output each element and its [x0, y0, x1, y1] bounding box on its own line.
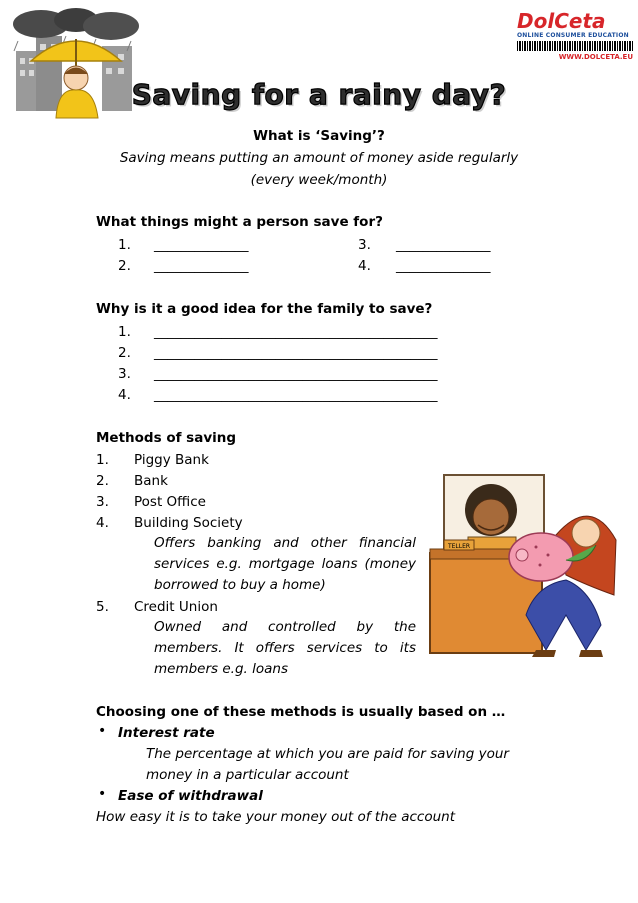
saving-definition-line2: (every week/month) — [250, 172, 388, 188]
method-num-1: 1. — [96, 452, 109, 468]
q2-num-2: 2. — [118, 345, 131, 361]
interest-rate-desc-line1: The percentage at which you are paid for saving your — [146, 746, 509, 762]
interest-rate-label: Interest rate — [118, 725, 215, 741]
q2-blank-4[interactable]: __________________________________________ — [154, 387, 438, 403]
method-label-4: Building Society — [134, 515, 243, 531]
dolceta-logo — [517, 10, 633, 66]
method-label-1: Piggy Bank — [134, 452, 209, 468]
q2-num-1: 1. — [118, 324, 131, 340]
credit-desc-line3: members e.g. loans — [154, 661, 288, 677]
bullet-icon: • — [98, 786, 107, 802]
q2-blank-1[interactable]: __________________________________________ — [154, 324, 438, 340]
method-num-2: 2. — [96, 473, 109, 489]
q2-num-4: 4. — [118, 387, 131, 403]
method-num-5: 5. — [96, 599, 109, 615]
bullet-icon: • — [98, 723, 107, 739]
bank-teller-illustration — [416, 465, 622, 665]
method-label-2: Bank — [134, 473, 168, 489]
credit-desc-line2: members. It offers services to its — [154, 640, 416, 656]
q1-blank-2[interactable]: ______________ — [154, 258, 249, 274]
q1-num-2: 2. — [118, 258, 131, 274]
building-desc-line2: services e.g. mortgage loans (money — [154, 556, 416, 572]
teller-sign-text: TELLER — [447, 543, 471, 550]
ease-of-withdrawal-label: Ease of withdrawal — [118, 788, 263, 804]
saving-question: What is ‘Saving’? — [253, 128, 385, 144]
method-label-5: Credit Union — [134, 599, 218, 615]
logo-brand: DolCeta — [517, 9, 606, 33]
building-desc-line1: Offers banking and other financial — [154, 535, 416, 551]
q1-blank-3[interactable]: ______________ — [396, 237, 491, 253]
logo-barcode — [517, 41, 633, 51]
q1-num-3: 3. — [358, 237, 371, 253]
saving-definition-line1: Saving means putting an amount of money aside regularly — [119, 150, 519, 166]
choosing-heading: Choosing one of these methods is usually based on … — [96, 704, 506, 720]
method-label-3: Post Office — [134, 494, 206, 510]
q2-heading: Why is it a good idea for the family to save? — [96, 301, 433, 317]
q2-blank-2[interactable]: __________________________________________ — [154, 345, 438, 361]
ease-of-withdrawal-desc: How easy it is to take your money out of the account — [96, 809, 456, 825]
methods-heading: Methods of saving — [96, 430, 237, 446]
q1-blank-1[interactable]: ______________ — [154, 237, 249, 253]
logo-url: WWW.DOLCETA.EU — [558, 53, 633, 61]
building-desc-line3: borrowed to buy a home) — [154, 577, 326, 593]
interest-rate-desc-line2: money in a particular account — [146, 767, 349, 783]
credit-desc-line1: Owned and controlled by the — [154, 619, 416, 635]
q1-heading: What things might a person save for? — [96, 214, 383, 230]
method-num-4: 4. — [96, 515, 109, 531]
q1-num-1: 1. — [118, 237, 131, 253]
logo-tagline: ONLINE CONSUMER EDUCATION — [517, 32, 629, 39]
q2-num-3: 3. — [118, 366, 131, 382]
q2-blank-3[interactable]: __________________________________________ — [154, 366, 438, 382]
q1-num-4: 4. — [358, 258, 371, 274]
q1-blank-4[interactable]: ______________ — [396, 258, 491, 274]
method-num-3: 3. — [96, 494, 109, 510]
page-title: Saving for a rainy day? — [131, 78, 507, 111]
